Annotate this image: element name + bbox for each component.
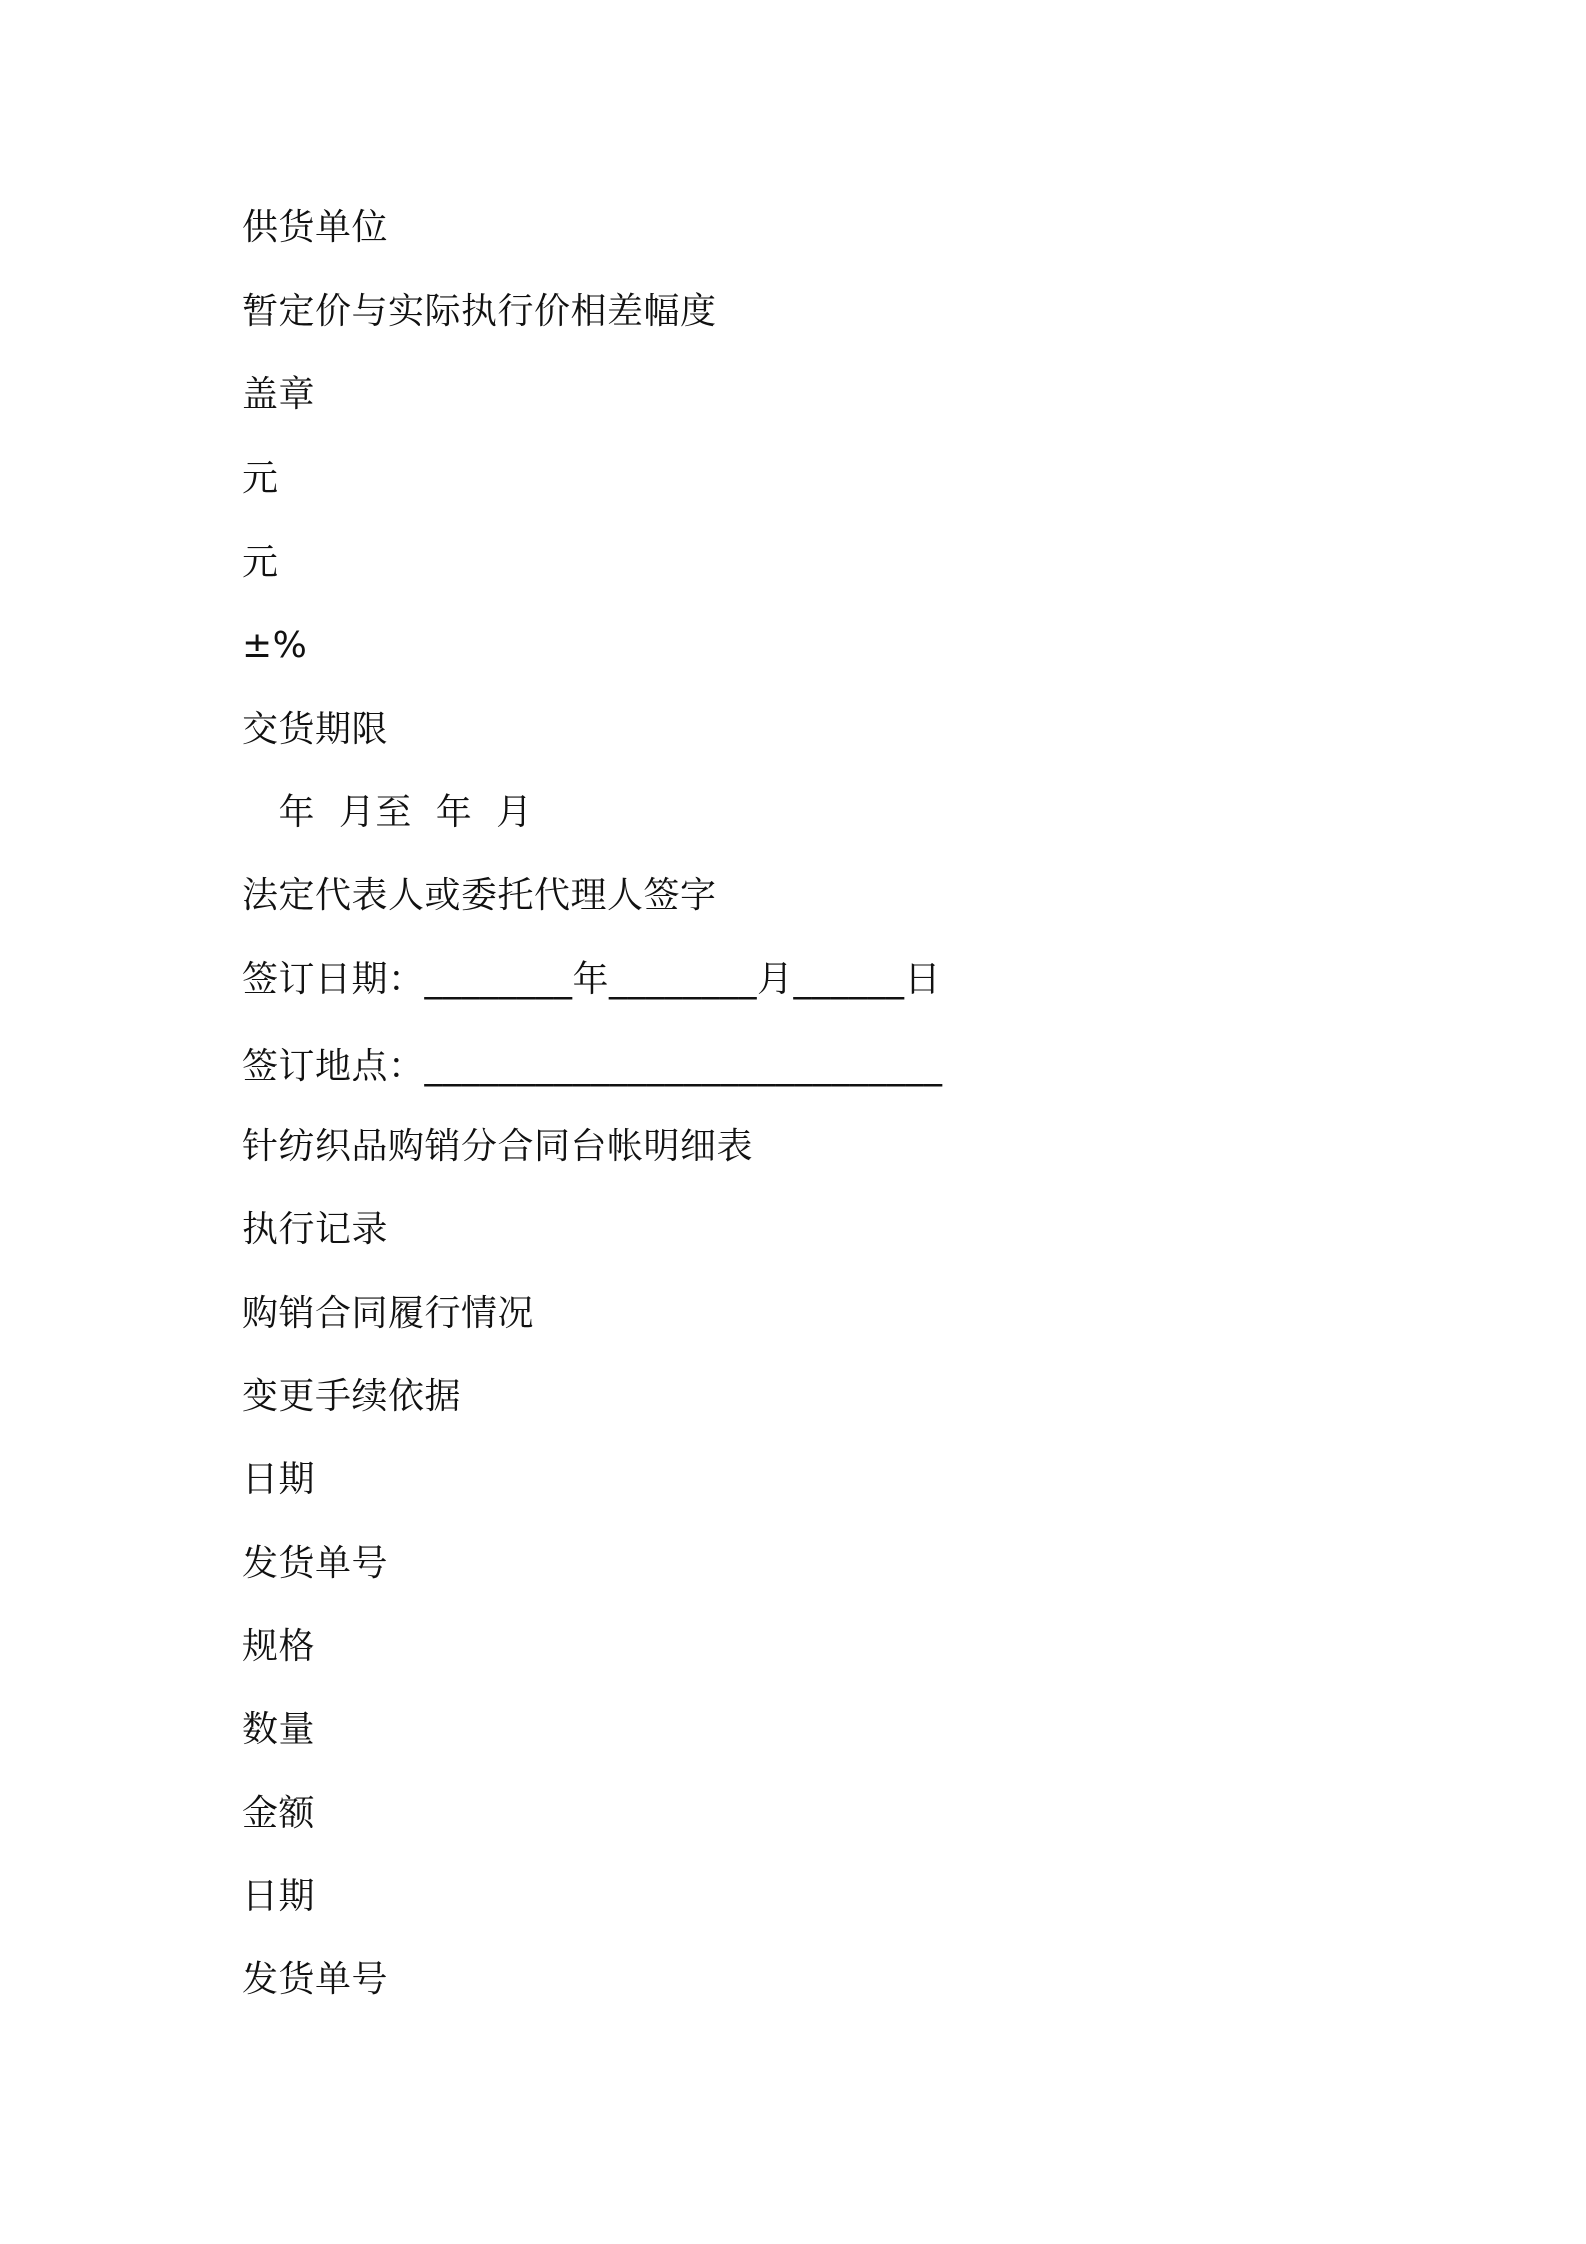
price-variance-label: 暂定价与实际执行价相差幅度 [242,291,717,332]
signing-date-field: 签订日期：________年________月______日 [242,959,942,1000]
supplier-unit-label: 供货单位 [242,207,389,248]
delivery-period-label: 交货期限 [242,709,389,750]
contract-performance-label: 购销合同履行情况 [242,1293,535,1334]
date-label: 日期 [242,1459,316,1500]
signing-place-field: 签订地点：____________________________ [242,1046,943,1087]
delivery-period-range: 年 月至 年 月 [242,792,533,833]
execution-record-label: 执行记录 [242,1209,389,1250]
change-basis-label: 变更手续依据 [242,1376,462,1417]
representative-signature-label: 法定代表人或委托代理人签字 [242,875,717,916]
currency-unit-label: 元 [242,458,279,499]
percent-range-label: ±% [242,625,308,666]
quantity-label: 数量 [242,1709,316,1750]
shipment-number-label: 发货单号 [242,1543,389,1584]
shipment-number-label: 发货单号 [242,1959,389,2000]
specification-label: 规格 [242,1626,316,1667]
ledger-title: 针纺织品购销分合同台帐明细表 [242,1126,754,1167]
seal-label: 盖章 [242,374,316,415]
currency-unit-label: 元 [242,542,279,583]
date-label: 日期 [242,1876,316,1917]
amount-label: 金额 [242,1793,316,1834]
